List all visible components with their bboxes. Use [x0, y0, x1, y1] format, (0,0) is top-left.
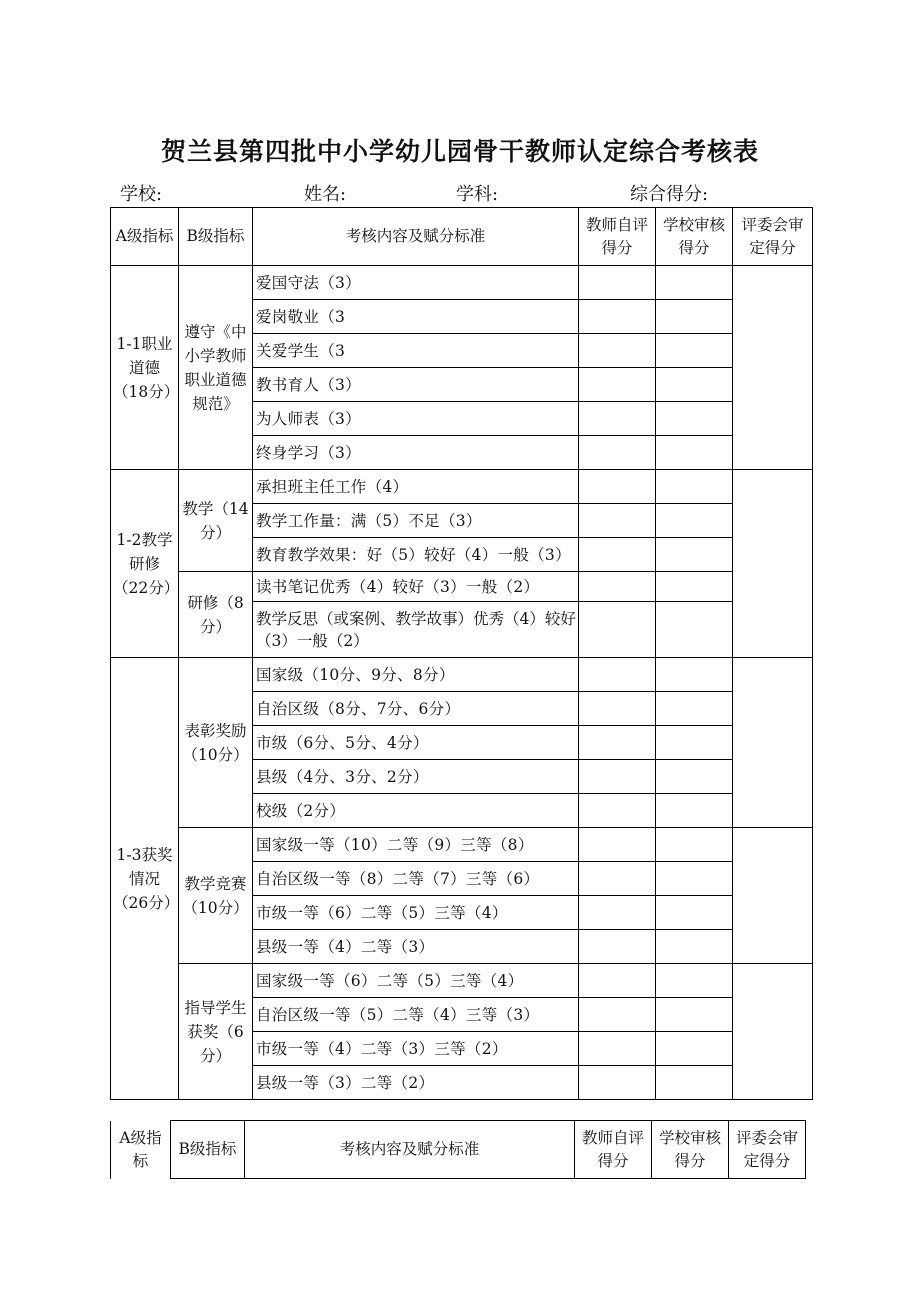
school-review-score-cell[interactable] [656, 300, 733, 334]
self-eval-score-cell[interactable] [579, 368, 656, 402]
b-level-cell: 教学（14分） [179, 470, 253, 572]
content-header: 考核内容及赋分标准 [253, 208, 579, 266]
school-review-score-cell[interactable] [656, 266, 733, 300]
a-level-cell: 1-3获奖情况（26分） [111, 658, 179, 1100]
committee-score-cell[interactable] [733, 266, 813, 470]
criterion-cell: 教学工作量：满（5）不足（3） [253, 504, 579, 538]
school-review-score-cell[interactable] [656, 692, 733, 726]
b-level-cell: 表彰奖励（10分） [179, 658, 253, 828]
name-label: 姓名: [304, 184, 347, 205]
continuation-header-table [110, 1120, 806, 1179]
table-row [111, 658, 813, 692]
self-eval-header: 教师自评得分 [575, 1121, 652, 1179]
criterion-cell: 教书育人（3） [253, 368, 579, 402]
self-eval-score-cell[interactable] [579, 692, 656, 726]
self-eval-score-cell[interactable] [579, 572, 656, 602]
committee-review-header: 评委会审定得分 [733, 208, 813, 266]
self-eval-score-cell[interactable] [579, 794, 656, 828]
school-review-score-cell[interactable] [656, 862, 733, 896]
a-level-cell: 1-1职业道德（18分） [111, 266, 179, 470]
school-review-score-cell[interactable] [656, 658, 733, 692]
self-eval-score-cell[interactable] [579, 658, 656, 692]
page-title: 贺兰县第四批中小学幼儿园骨干教师认定综合考核表 [160, 137, 759, 166]
continuation-header-row [111, 1121, 806, 1179]
criterion-cell: 为人师表（3） [253, 402, 579, 436]
self-eval-score-cell[interactable] [579, 828, 656, 862]
a-level-cell: 1-2教学研修（22分） [111, 470, 179, 658]
table-row [111, 964, 813, 998]
self-eval-score-cell[interactable] [579, 998, 656, 1032]
criterion-cell: 国家级（10分、9分、8分） [253, 658, 579, 692]
criterion-cell: 县级一等（3）二等（2） [253, 1066, 579, 1100]
self-eval-score-cell[interactable] [579, 862, 656, 896]
self-eval-score-cell[interactable] [579, 1066, 656, 1100]
b-level-cell: 遵守《中小学教师职业道德规范》 [179, 266, 253, 470]
self-eval-score-cell[interactable] [579, 436, 656, 470]
school-review-score-cell[interactable] [656, 538, 733, 572]
a-level-header: A级指标 [111, 1121, 171, 1179]
criterion-cell: 自治区级（8分、7分、6分） [253, 692, 579, 726]
subject-label: 学科: [456, 184, 499, 205]
school-review-score-cell[interactable] [656, 436, 733, 470]
school-review-score-cell[interactable] [656, 760, 733, 794]
self-eval-score-cell[interactable] [579, 726, 656, 760]
criterion-cell: 爱国守法（3） [253, 266, 579, 300]
self-eval-score-cell[interactable] [579, 402, 656, 436]
school-review-score-cell[interactable] [656, 572, 733, 602]
criterion-cell: 爱岗敬业（3 [253, 300, 579, 334]
criterion-cell: 市级（6分、5分、4分） [253, 726, 579, 760]
self-eval-score-cell[interactable] [579, 538, 656, 572]
self-eval-score-cell[interactable] [579, 930, 656, 964]
criterion-cell: 关爱学生（3 [253, 334, 579, 368]
school-review-score-cell[interactable] [656, 794, 733, 828]
criterion-cell: 国家级一等（10）二等（9）三等（8） [253, 828, 579, 862]
self-eval-score-cell[interactable] [579, 760, 656, 794]
self-eval-score-cell[interactable] [579, 470, 656, 504]
criterion-cell: 教育教学效果：好（5）较好（4）一般（3） [253, 538, 579, 572]
committee-score-cell[interactable] [733, 964, 813, 1100]
self-eval-score-cell[interactable] [579, 300, 656, 334]
criterion-cell: 读书笔记优秀（4）较好（3）一般（2） [253, 572, 579, 602]
a-level-header: A级指标 [111, 208, 179, 266]
self-eval-score-cell[interactable] [579, 504, 656, 538]
school-review-score-cell[interactable] [656, 930, 733, 964]
school-review-score-cell[interactable] [656, 828, 733, 862]
school-review-score-cell[interactable] [656, 1066, 733, 1100]
self-eval-header: 教师自评得分 [579, 208, 656, 266]
criterion-cell: 承担班主任工作（4） [253, 470, 579, 504]
criterion-cell: 县级（4分、3分、2分） [253, 760, 579, 794]
b-level-cell: 教学竞赛（10分） [179, 828, 253, 964]
b-level-cell: 指导学生获奖（6分） [179, 964, 253, 1100]
school-review-header: 学校审核得分 [652, 1121, 729, 1179]
self-eval-score-cell[interactable] [579, 602, 656, 658]
assessment-table [110, 207, 813, 1100]
table-row [111, 572, 813, 602]
criterion-cell: 自治区级一等（5）二等（4）三等（3） [253, 998, 579, 1032]
criterion-cell: 市级一等（4）二等（3）三等（2） [253, 1032, 579, 1066]
school-review-score-cell[interactable] [656, 964, 733, 998]
criterion-cell: 终身学习（3） [253, 436, 579, 470]
content-header: 考核内容及赋分标准 [245, 1121, 575, 1179]
school-review-score-cell[interactable] [656, 726, 733, 760]
self-eval-score-cell[interactable] [579, 964, 656, 998]
school-review-score-cell[interactable] [656, 1032, 733, 1066]
b-level-cell: 研修（8分） [179, 572, 253, 658]
b-level-header: B级指标 [171, 1121, 245, 1179]
criterion-cell: 校级（2分） [253, 794, 579, 828]
criterion-cell: 县级一等（4）二等（3） [253, 930, 579, 964]
committee-score-cell[interactable] [733, 658, 813, 828]
school-review-score-cell[interactable] [656, 504, 733, 538]
b-level-header: B级指标 [179, 208, 253, 266]
header-row [111, 208, 813, 266]
school-review-score-cell[interactable] [656, 998, 733, 1032]
criterion-cell: 教学反思（或案例、教学故事）优秀（4）较好（3）一般（2） [253, 602, 579, 658]
school-review-header: 学校审核得分 [656, 208, 733, 266]
total-score-label: 综合得分: [630, 184, 709, 205]
self-eval-score-cell[interactable] [579, 896, 656, 930]
school-label: 学校: [120, 184, 163, 205]
committee-score-cell[interactable] [733, 470, 813, 658]
table-row [111, 828, 813, 862]
table-row [111, 266, 813, 300]
school-review-score-cell[interactable] [656, 334, 733, 368]
committee-score-cell[interactable] [733, 828, 813, 964]
self-eval-score-cell[interactable] [579, 1032, 656, 1066]
criterion-cell: 市级一等（6）二等（5）三等（4） [253, 896, 579, 930]
table-row [111, 470, 813, 504]
school-review-score-cell[interactable] [656, 402, 733, 436]
self-eval-score-cell[interactable] [579, 334, 656, 368]
committee-review-header: 评委会审定得分 [729, 1121, 806, 1179]
self-eval-score-cell[interactable] [579, 266, 656, 300]
criterion-cell: 自治区级一等（8）二等（7）三等（6） [253, 862, 579, 896]
criterion-cell: 国家级一等（6）二等（5）三等（4） [253, 964, 579, 998]
school-review-score-cell[interactable] [656, 470, 733, 504]
school-review-score-cell[interactable] [656, 602, 733, 658]
school-review-score-cell[interactable] [656, 368, 733, 402]
school-review-score-cell[interactable] [656, 896, 733, 930]
